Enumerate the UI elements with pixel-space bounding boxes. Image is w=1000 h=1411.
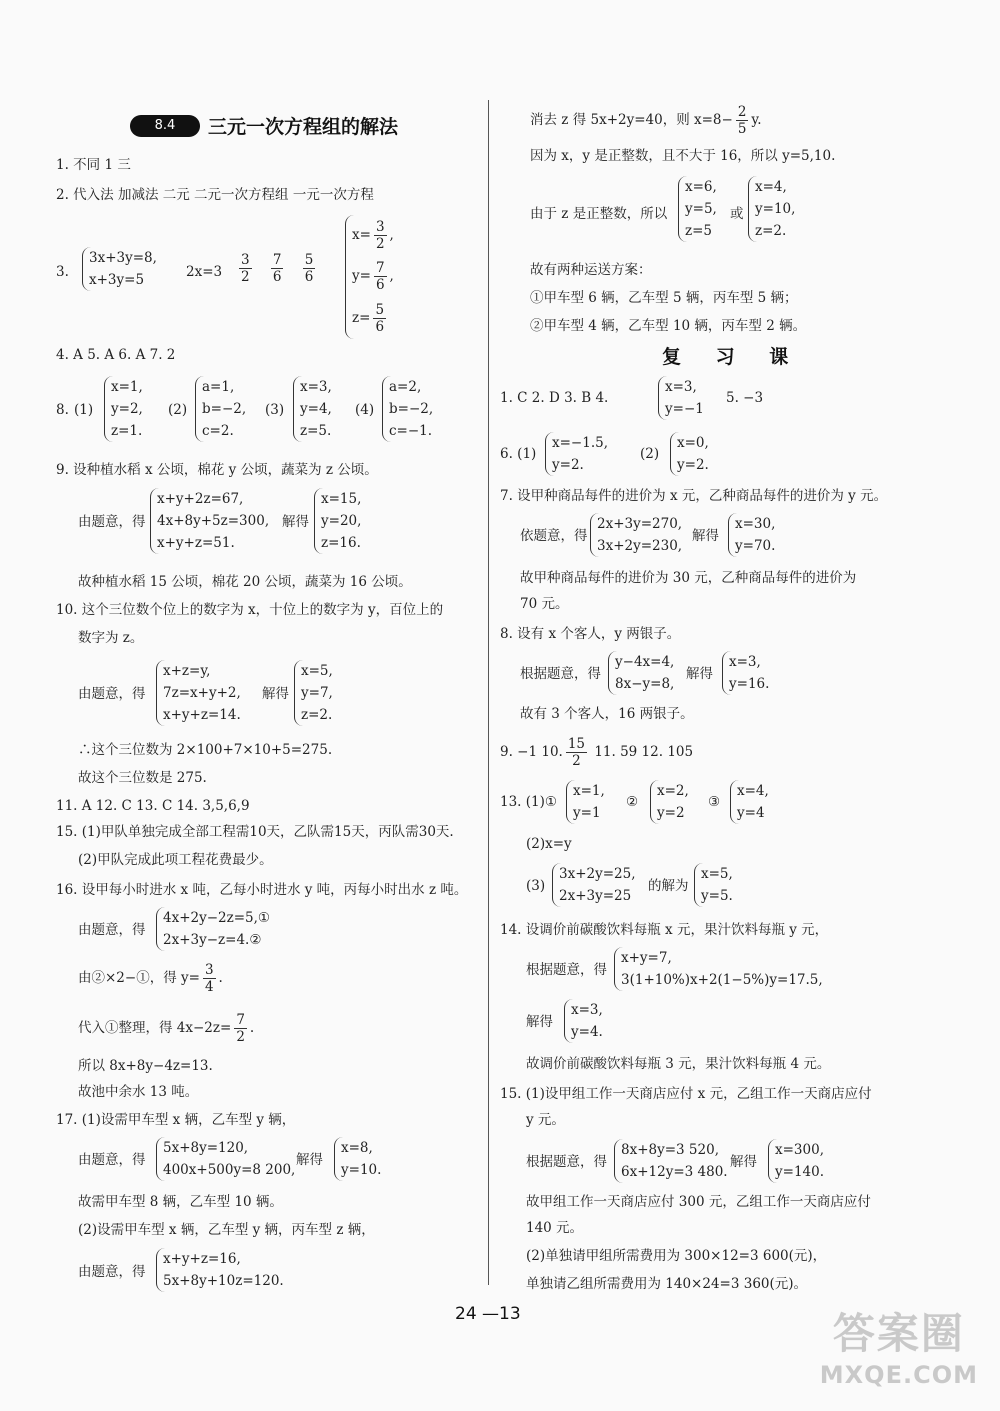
q17-part2: (2)设需甲车型 x 辆，乙车型 y 辆，丙车型 z 辆，	[78, 1222, 375, 1238]
section-title-text: 三元一次方程组的解法	[208, 116, 399, 138]
equation-row: 3x+3y=8,	[89, 250, 157, 266]
review-q14-answer: 故调价前碳酸饮料每瓶 3 元，果汁饮料每瓶 4 元。	[526, 1056, 831, 1072]
page-number: 24 —13	[455, 1304, 521, 1324]
review-q15-line2: y 元。	[526, 1112, 565, 1128]
r-plans-intro: 故有两种运送方案：	[530, 262, 652, 278]
review-q15-system: 8x+8y=3 520, 6x+12y=3 480.	[614, 1139, 728, 1183]
review-q15-solution: x=300, y=140.	[768, 1139, 824, 1183]
fraction: $\frac{2}{5}$	[737, 104, 747, 137]
q16-step2: 代入①整理，得 4x−2z= $\frac{7}{2}$ .	[78, 1012, 255, 1045]
review-q7-solve: 解得	[692, 528, 719, 544]
q17-given: 由题意，得	[78, 1152, 146, 1168]
review-q8-system: y−4x=4, 8x−y=8,	[608, 651, 674, 695]
q17-part2-given: 由题意，得	[78, 1264, 146, 1280]
equation-row: x= $\frac{3}{2}$ ,	[352, 218, 394, 252]
q3-solution-system	[345, 215, 394, 339]
review-q13-sub3-system: 3x+2y=25, 2x+3y=25	[552, 863, 636, 907]
answer-q4-7: 4. A 5. A 6. A 7. 2	[56, 347, 176, 363]
q9-solve: 解得	[282, 514, 309, 530]
fraction: $\frac{5}{6}$	[304, 252, 314, 285]
q3-equation-system	[82, 247, 157, 291]
review-q15-part2-line1: (2)单独请甲组所需费用为 300×12=3 600(元)，	[526, 1248, 827, 1264]
review-q6-system-2: x=0, y=2.	[670, 432, 709, 476]
review-q8-answer: 故有 3 个客人，16 两银子。	[520, 706, 694, 722]
review-q15-answer-2: 140 元。	[526, 1220, 584, 1236]
r-step-eliminate: 消去 z 得 5x+2y=40，则 x=8− $\frac{2}{5}$ y.	[530, 104, 762, 137]
equation-row: z= $\frac{5}{6}$	[352, 301, 385, 335]
r-or: 或	[730, 206, 744, 222]
review-answer-6-part2: (2)	[640, 446, 660, 462]
review-q15-solve: 解得	[730, 1154, 757, 1170]
review-q6-system-1: x=−1.5, y=2.	[545, 432, 608, 476]
review-q14-intro: 14. 设调价前碳酸饮料每瓶 x 元，果汁饮料每瓶 y 元，	[500, 922, 829, 938]
r-plan-1: ①甲车型 6 辆，乙车型 5 辆，丙车型 5 辆；	[530, 290, 798, 306]
q8-part-label: (3)	[265, 402, 285, 418]
q17-solution: x=8, y=10.	[334, 1137, 381, 1181]
column-divider	[488, 100, 489, 1285]
review-q7-intro: 7. 设甲种商品每件的进价为 x 元，乙种商品每件的进价为 y 元。	[500, 488, 888, 504]
review-q7-system: 2x+3y=270, 3x+2y=230,	[590, 513, 682, 557]
review-q15-line1: 15. (1)设甲组工作一天商店应付 x 元，乙组工作一天商店应付	[500, 1086, 872, 1102]
answer-q10-line2: 数字为 z。	[78, 630, 144, 646]
q17-part2-system: x+y+z=16, 5x+8y+10z=120.	[156, 1248, 284, 1292]
fraction: $\frac{3}{2}$	[241, 252, 250, 285]
review-q8-solve: 解得	[686, 666, 713, 682]
q3-fractions	[236, 252, 318, 285]
equation-row: y= $\frac{7}{6}$ ,	[352, 259, 394, 293]
watermark-text: 答案圈	[832, 1309, 965, 1358]
review-q14-given: 根据题意，得	[526, 962, 607, 978]
q10-solve: 解得	[262, 686, 289, 702]
equation-row: x+3y=5	[89, 272, 145, 288]
q9-given: 由题意，得	[78, 514, 146, 530]
review-q14-solution: x=3, y=4.	[564, 999, 603, 1043]
section-badge: 8.4	[130, 115, 200, 137]
q8-part-label: (4)	[355, 402, 375, 418]
review-q13-system-1: x=1, y=1	[566, 780, 605, 824]
r-step-since: 由于 z 是正整数，所以	[530, 206, 668, 222]
answer-q10-line1: 10. 这个三位数个位上的数字为 x，十位上的数字为 y，百位上的	[56, 602, 444, 618]
q8-system-2: a=1, b=−2, c=2.	[195, 376, 246, 442]
review-answer-5: 5. −3	[726, 390, 764, 406]
q16-step1: 由②×2−①，得 y= $\frac{3}{4}$ .	[78, 962, 223, 995]
review-answer-9-12: 9. −1 10. $\frac{15}{2}$ 11. 59 12. 105	[500, 736, 694, 769]
q8-part-label: (1)	[74, 402, 94, 418]
answer-q2: 2. 代入法 加减法 二元 二元一次方程组 一元一次方程	[56, 187, 374, 203]
review-q13-system-2: x=2, y=2	[650, 780, 689, 824]
answer-q11-14: 11. A 12. C 13. C 14. 3,5,6,9	[56, 798, 250, 814]
r-solution-system-1: x=6, y=5, z=5	[678, 176, 717, 242]
q17-system: 5x+8y=120, 400x+500y=8 200,	[156, 1137, 295, 1181]
review-q7-given: 依题意，得	[520, 528, 588, 544]
answer-q8-label: 8.	[56, 402, 69, 418]
review-q13-part2: ②	[626, 794, 639, 810]
q10-given: 由题意，得	[78, 686, 146, 702]
review-answer-1-4: 1. C 2. D 3. B 4.	[500, 390, 609, 406]
review-q13-sub2: (2)x=y	[526, 836, 572, 852]
q9-answer: 故种植水稻 15 公顷，棉花 20 公顷，蔬菜为 16 公顷。	[78, 574, 412, 590]
answer-q15-2: (2)甲队完成此项工程花费最少。	[78, 852, 273, 868]
review-q8-intro: 8. 设有 x 个客人，y 两银子。	[500, 626, 681, 642]
q17-solve: 解得	[296, 1152, 323, 1168]
review-section-title: 复 习 课	[662, 346, 803, 368]
watermark-url: MXQE.COM	[819, 1361, 978, 1389]
q8-part-label: (2)	[168, 402, 188, 418]
q8-system-1: x=1, y=2, z=1.	[104, 376, 143, 442]
review-q13-sub3-solution: x=5, y=5.	[694, 863, 733, 907]
review-q13-system-3: x=4, y=4	[730, 780, 769, 824]
answer-q15-1: 15. (1)甲队单独完成全部工程需10天，乙队需15天，丙队需30天.	[56, 824, 454, 840]
q3-step: 2x=3	[186, 264, 223, 280]
review-q15-part2-line2: 单独请乙组所需费用为 140×24=3 360(元)。	[526, 1276, 808, 1292]
q10-answer: 故这个三位数是 275.	[78, 770, 207, 786]
q17-answer: 故需甲车型 8 辆，乙车型 10 辆。	[78, 1194, 283, 1210]
r-step-integers: 因为 x，y 是正整数，且不大于 16，所以 y=5,10.	[530, 148, 836, 164]
review-q7-answer-2: 70 元。	[520, 596, 569, 612]
q8-system-4: a=2, b=−2, c=−1.	[382, 376, 433, 442]
watermark-logo	[820, 1301, 978, 1389]
review-q15-given: 根据题意，得	[526, 1154, 607, 1170]
r-solution-system-2: x=4, y=10, z=2.	[748, 176, 795, 242]
q9-solution: x=15, y=20, z=16.	[314, 488, 361, 554]
review-q14-system: x+y=7, 3(1+10%)x+2(1−5%)y=17.5,	[614, 947, 823, 991]
q16-answer: 故池中余水 13 吨。	[78, 1084, 199, 1100]
section-title	[130, 112, 398, 139]
review-q7-solution: x=30, y=70.	[728, 513, 775, 557]
review-answer-6-label: 6. (1)	[500, 446, 537, 462]
q10-solution: x=5, y=7, z=2.	[294, 660, 333, 726]
review-q4-system: x=3, y=−1	[658, 376, 704, 420]
review-q7-answer-1: 故甲种商品每件的进价为 30 元，乙种商品每件的进价为	[520, 570, 857, 586]
q10-system: x+z=y, 7z=x+y+2, x+y+z=14.	[156, 660, 241, 726]
fraction: $\frac{15}{2}$	[567, 736, 586, 769]
review-q13-label: 13. (1)①	[500, 794, 557, 810]
answer-q16-intro: 16. 设甲每小时进水 x 吨，乙每小时进水 y 吨，丙每小时出水 z 吨。	[56, 882, 468, 898]
q16-given: 由题意，得	[78, 922, 146, 938]
fraction: $\frac{7}{2}$	[236, 1012, 245, 1045]
fraction: $\frac{7}{6}$	[272, 252, 282, 285]
answer-q1: 1. 不同 1 三	[56, 157, 131, 173]
r-plan-2: ②甲车型 4 辆，乙车型 10 辆，丙车型 2 辆。	[530, 318, 807, 334]
q8-system-3: x=3, y=4, z=5.	[293, 376, 332, 442]
fraction: $\frac{3}{4}$	[204, 962, 214, 995]
q9-system: x+y+2z=67, 4x+8y+5z=300, x+y+z=51.	[150, 488, 269, 554]
answer-q17-intro: 17. (1)设需甲车型 x 辆，乙车型 y 辆，	[56, 1112, 296, 1128]
review-q15-answer-1: 故甲组工作一天商店应付 300 元，乙组工作一天商店应付	[526, 1194, 871, 1210]
q16-step3: 所以 8x+8y−4z=13.	[78, 1058, 213, 1074]
answer-q3-label: 3.	[56, 264, 69, 280]
q16-system: 4x+2y−2z=5,① 2x+3y−z=4.②	[156, 907, 270, 951]
review-q14-solve: 解得	[526, 1014, 553, 1030]
review-q8-given: 根据题意，得	[520, 666, 601, 682]
answer-q9-intro: 9. 设种植水稻 x 公顷，棉花 y 公顷，蔬菜为 z 公顷。	[56, 462, 378, 478]
q10-calculation: ∴这个三位数为 2×100+7×10+5=275.	[78, 742, 333, 758]
review-q8-solution: x=3, y=16.	[722, 651, 769, 695]
review-q13-sub3-text: 的解为	[648, 878, 689, 894]
review-q13-sub3-label: (3)	[526, 878, 546, 894]
review-q13-part3: ③	[708, 794, 721, 810]
